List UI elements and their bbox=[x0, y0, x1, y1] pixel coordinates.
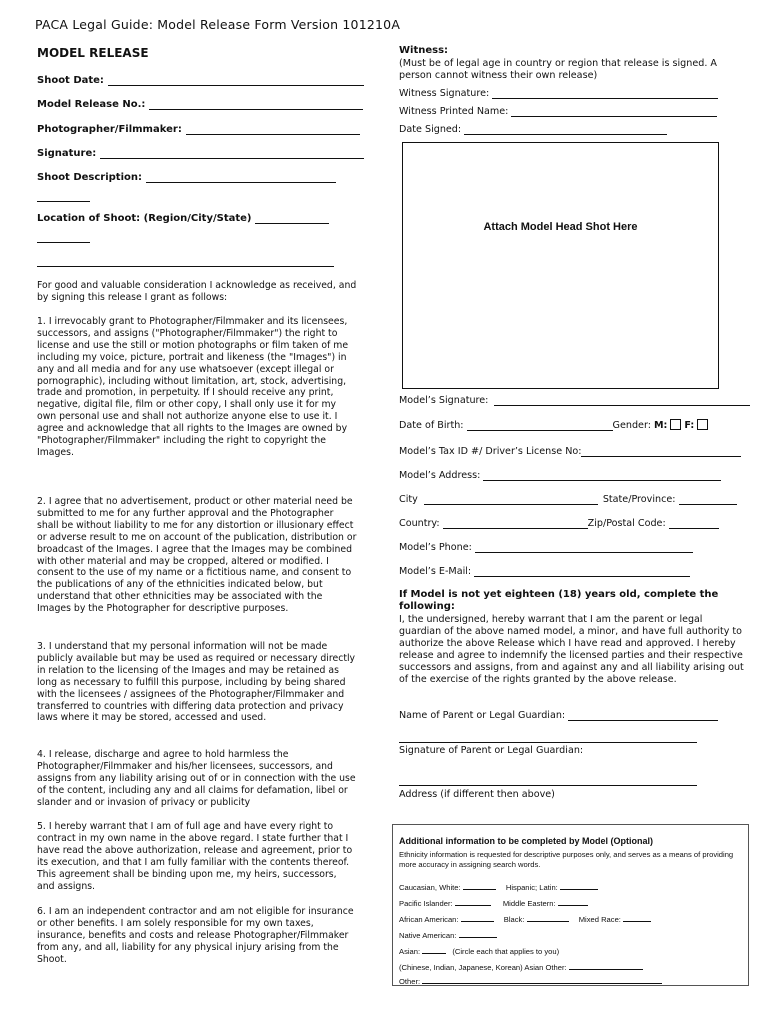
ethnicity-row-5[interactable] bbox=[399, 945, 559, 956]
model-phone-label: Model’s Phone: bbox=[399, 542, 472, 553]
hispanic-line[interactable] bbox=[560, 881, 598, 890]
ethnicity-row-7[interactable] bbox=[399, 975, 662, 986]
clause-5: 5. I hereby warrant that I am of full age and have every right to contract in my own name in the above regard. I state further that I have read the above authorization, release and agreement, prior to its execution, and that I am fully familiar with the contents thereof. This agreement shall be binding upon me, my heirs, successors, and assigns. bbox=[37, 821, 353, 892]
location-line-3[interactable] bbox=[37, 265, 334, 267]
clause-4: 4. I release, discharge and agree to hold harmless the Photographer/Filmmaker and his/her licensees, successors, and assigns from any liability arising out of or in connection with the use of the content, including any and all claims for defamation, libel or slander and or invasion of privacy or publicity bbox=[37, 749, 356, 808]
model-phone-line[interactable] bbox=[475, 542, 693, 553]
african-american-line[interactable] bbox=[461, 913, 494, 922]
ethnicity-row-2[interactable] bbox=[399, 897, 588, 908]
dob-line[interactable] bbox=[467, 420, 613, 431]
witness-printed-name-line[interactable] bbox=[511, 106, 717, 117]
parent-address-label: Address (if different then above) bbox=[399, 789, 555, 800]
country-zip-field[interactable] bbox=[399, 518, 719, 529]
witness-heading: Witness: bbox=[399, 45, 449, 56]
gender-m-checkbox[interactable] bbox=[670, 419, 681, 430]
parent-name-line[interactable] bbox=[568, 710, 718, 721]
witness-signature-label: Witness Signature: bbox=[399, 88, 490, 99]
model-email-line[interactable] bbox=[474, 566, 690, 577]
release-no-field[interactable] bbox=[37, 99, 363, 110]
caucasian-line[interactable] bbox=[463, 881, 496, 890]
parent-address-line[interactable] bbox=[399, 785, 697, 786]
intro-paragraph: For good and valuable consideration I acknowledge as received, and by signing this release I grant as follows: bbox=[37, 280, 357, 303]
shoot-date-label: Shoot Date: bbox=[37, 75, 104, 86]
state-label: State/Province: bbox=[602, 494, 676, 505]
model-phone-field[interactable] bbox=[399, 542, 693, 553]
state-line[interactable] bbox=[679, 494, 737, 505]
clause-6: 6. I am an independent contractor and am not eligible for insurance or other benefits. I am solely responsible for my own taxes, insurance, benefits and costs and release Photographer/Filmmaker from any, and all, liability for any physical injury arising from the Shoot. bbox=[37, 906, 354, 965]
mixed-race-label: Mixed Race: bbox=[578, 915, 621, 924]
clause-1: 1. I irrevocably grant to Photographer/Filmmaker and its licensees, successors, and assigns ("Photographer/Filmmaker") the right to license and use the still or motion photographs or film taken of me including my voice, picture, portrait and likeness (the "Images") in any and all media and for any use whatsoever (except illegal or pornographic), including without limitation, art, stock, advertising, trade and promotion, in perpetuity. If I should receive any print, negative, digital file, film or other copy, I shall only use it for my own personal use and shall not authorize anyone else to use it. I agree and acknowledge that all rights to the Images are owned by "Photographer/Filmmaker" including the right to copyright the Images. bbox=[37, 316, 349, 458]
clause-2: 2. I agree that no advertisement, product or other material need be submitted to me for any further approval and the Photographer shall be without liability to me for any distortion or illusionary effect or adverse result to me on account of the publication, distribution or broadcast of the Images. I agree that the Images may be combined with other material and may be cropped, altered or modified. I consent to the use of my name or a fictitious name, and consent to the publications of any of the ethnicities indicated below, but understand that other ethnicities may be associated with the Images by the Photographer for descriptive purposes. bbox=[37, 496, 357, 615]
ethnicity-row-3[interactable] bbox=[399, 913, 651, 924]
shoot-description-line[interactable] bbox=[146, 172, 336, 183]
ethnicity-row-6[interactable] bbox=[399, 961, 643, 972]
ethnicity-row-4[interactable] bbox=[399, 929, 497, 940]
other-label: Other: bbox=[399, 977, 421, 986]
tax-id-field[interactable] bbox=[399, 446, 741, 457]
date-signed-field[interactable] bbox=[399, 124, 667, 135]
minor-text: I, the undersigned, hereby warrant that I am the parent or legal guardian of the above named model, a minor, and have full authority to authorize the above Release which I have read and approved. I hereby release and agree to indemnify the licensed parties and their respective successors and assigns, from and against any and all liability arising out of the exercise of the rights granted by the above release. bbox=[399, 614, 744, 685]
model-address-field[interactable] bbox=[399, 470, 721, 481]
other-line[interactable] bbox=[422, 975, 662, 984]
asian-label: Asian: bbox=[399, 947, 421, 956]
city-line[interactable] bbox=[424, 494, 598, 505]
witness-printed-name-label: Witness Printed Name: bbox=[399, 106, 509, 117]
parent-name-label: Name of Parent or Legal Guardian: bbox=[399, 710, 566, 721]
gender-f-label: F: bbox=[684, 420, 695, 431]
caucasian-label: Caucasian, White: bbox=[399, 883, 461, 892]
parent-signature-line[interactable] bbox=[399, 742, 697, 743]
shoot-date-field[interactable] bbox=[37, 75, 364, 86]
model-signature-field[interactable] bbox=[399, 395, 750, 406]
black-label: Black: bbox=[503, 915, 525, 924]
shoot-description-field[interactable] bbox=[37, 172, 336, 183]
ethnicity-row-1[interactable] bbox=[399, 881, 598, 892]
country-label: Country: bbox=[399, 518, 440, 529]
photographer-field[interactable] bbox=[37, 124, 360, 135]
gender-f-checkbox[interactable] bbox=[697, 419, 708, 430]
clause-3: 3. I understand that my personal information will not be made publicly available but may be used as required or necessary directly in relation to the licensing of the Images and may be retained as long as necessary to fulfill this purpose, including by being shared with the licensees / assignees of the Photographer/Filmmaker and transferred to countries with differing data protection and privacy laws where it may be stored, accessed and used. bbox=[37, 641, 356, 724]
witness-printed-name-field[interactable] bbox=[399, 106, 717, 117]
dob-label: Date of Birth: bbox=[399, 420, 464, 431]
location-line[interactable] bbox=[255, 213, 329, 224]
model-email-field[interactable] bbox=[399, 566, 690, 577]
headshot-label: Attach Model Head Shot Here bbox=[483, 221, 638, 233]
signature-field[interactable] bbox=[37, 148, 364, 159]
tax-id-label: Model’s Tax ID #/ Driver’s License No: bbox=[399, 446, 582, 457]
native-american-line[interactable] bbox=[459, 929, 497, 938]
shoot-description-line-2[interactable] bbox=[37, 200, 90, 202]
zip-line[interactable] bbox=[669, 518, 719, 529]
african-american-label: African American: bbox=[399, 915, 459, 924]
model-address-label: Model’s Address: bbox=[399, 470, 481, 481]
minor-heading: If Model is not yet eighteen (18) years old, complete the following: bbox=[399, 589, 719, 612]
country-line[interactable] bbox=[443, 518, 588, 529]
document-header: PACA Legal Guide: Model Release Form Version 101210A bbox=[35, 17, 401, 32]
gender-label: Gender: bbox=[612, 420, 651, 431]
photographer-label: Photographer/Filmmaker: bbox=[37, 124, 182, 135]
dob-gender-field[interactable] bbox=[399, 419, 711, 431]
witness-signature-field[interactable] bbox=[399, 88, 718, 99]
date-signed-label: Date Signed: bbox=[399, 124, 462, 135]
signature-label: Signature: bbox=[37, 148, 97, 159]
model-signature-label: Model’s Signature: bbox=[399, 395, 489, 406]
location-label: Location of Shoot: (Region/City/State) bbox=[37, 213, 252, 224]
city-state-field[interactable] bbox=[399, 494, 737, 505]
pacific-line[interactable] bbox=[455, 897, 491, 906]
asian-other-label: (Chinese, Indian, Japanese, Korean) Asian Other: bbox=[399, 963, 567, 972]
native-american-label: Native American: bbox=[399, 931, 457, 940]
signature-line[interactable] bbox=[100, 148, 364, 159]
release-no-label: Model Release No.: bbox=[37, 99, 146, 110]
model-address-line[interactable] bbox=[483, 470, 721, 481]
additional-note: Ethnicity information is requested for descriptive purposes only, and serves as a means of providing more accuracy in assigning search words. bbox=[399, 850, 734, 869]
witness-note: (Must be of legal age in country or region that release is signed. A person cannot witness their own release) bbox=[399, 58, 717, 81]
asian-line[interactable] bbox=[422, 945, 446, 954]
photographer-line[interactable] bbox=[186, 124, 360, 135]
witness-signature-line[interactable] bbox=[492, 88, 718, 99]
asian-other-line[interactable] bbox=[569, 961, 643, 970]
location-field[interactable] bbox=[37, 213, 329, 224]
form-title: MODEL RELEASE bbox=[37, 46, 149, 60]
black-line[interactable] bbox=[527, 913, 569, 922]
release-no-line[interactable] bbox=[149, 99, 363, 110]
tax-id-line[interactable] bbox=[581, 446, 741, 457]
zip-label: Zip/Postal Code: bbox=[587, 518, 666, 529]
pacific-label: Pacific Islander: bbox=[399, 899, 453, 908]
shoot-description-label: Shoot Description: bbox=[37, 172, 142, 183]
middle-eastern-line[interactable] bbox=[558, 897, 588, 906]
middle-eastern-label: Middle Eastern: bbox=[502, 899, 556, 908]
mixed-race-line[interactable] bbox=[623, 913, 651, 922]
headshot-box[interactable] bbox=[402, 142, 719, 389]
shoot-date-line[interactable] bbox=[108, 75, 364, 86]
hispanic-label: Hispanic; Latin: bbox=[505, 883, 558, 892]
city-label: City bbox=[399, 494, 418, 505]
parent-signature-label: Signature of Parent or Legal Guardian: bbox=[399, 745, 584, 756]
location-line-2[interactable] bbox=[37, 241, 90, 243]
model-signature-line[interactable] bbox=[494, 395, 750, 406]
gender-m-label: M: bbox=[653, 420, 668, 431]
asian-note: (Circle each that applies to you) bbox=[452, 947, 560, 956]
model-email-label: Model’s E-Mail: bbox=[399, 566, 472, 577]
date-signed-line[interactable] bbox=[464, 124, 667, 135]
additional-heading: Additional information to be completed by Model (Optional) bbox=[399, 836, 653, 846]
additional-info-box bbox=[392, 824, 749, 986]
parent-name-field[interactable] bbox=[399, 710, 718, 721]
